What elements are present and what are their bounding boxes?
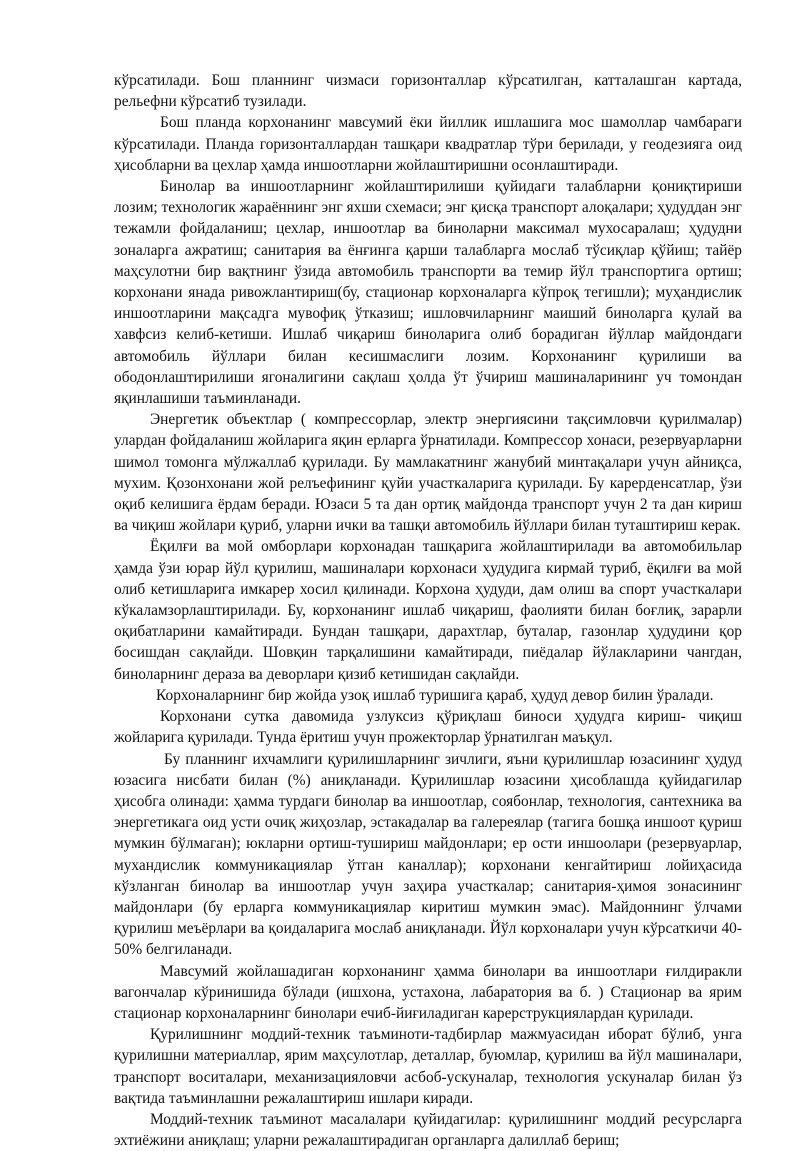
- paragraph-material-supply: Қурилишнинг моддий-техник таъминоти-тадбирлар мажмуасидан иборат бўлиб, унга қурилишни материаллар, ярим маҳсулотлар, деталлар, буюмлар, қурилиш ва йўл машиналари, транспорт воситалари, механизацияловчи асбоб-ускуналар, технология ускуналар билан ўз вақтида таъминлашни режалаштириш ишлари киради.: [114, 1026, 742, 1107]
- paragraph-fuel-storage: Ёқилғи ва мой омборлари корхонадан ташқарига жойлаштирилади ва автомобильлар ҳамда ўзи юрар йўл қурилиш, машиналари корхонаси ҳудудига кирмай туриб, ёқилғи ва мой олиб кетишларига имкарер хосил қилинади. Корхона ҳудуди, дам олиш ва спорт участкалари кўкаламзорлаштирилади. Бу, корхонанинг ишлаб чиқариш, фаолияти билан боғлиқ, зарарли оқибатларини камайтиради. Бундан ташқари, дарахтлар, буталар, газонлар ҳудудини қор босишдан сақлайди. Шовқин тарқалишини камайтиради, пиёдалар йўлакларини чангдан, биноларнинг дераза ва деворлари қизиб кетишидан сақлайди.: [114, 538, 742, 683]
- paragraph-continuation: кўрсатилади. Бош планнинг чизмаси горизонталлар кўрсатилган, катталашган картада, рельефни кўрсатиб тузилади.: [114, 72, 742, 111]
- paragraph-guard-house: Корхонани сутка давомида узлуксиз қўриқлаш биноси ҳудудга кириш- чиқиш жойларига қурилади. Тунда ёритиш учун прожекторлар ўрнатилган маъқул.: [114, 708, 742, 747]
- document-page: [114, 70, 742, 1151]
- paragraph-fence: Корхоналарнинг бир жойда узоқ ишлаб туришига қараб, ҳудуд девор билин ўралади.: [156, 686, 714, 704]
- paragraph-plan-density: Бу планнинг ихчамлиги қурилишларнинг зичлиги, яъни қурилишлар юзасининг ҳудуд юзасига нисбати билан (%) аниқланади. Қурилишлар юзасини ҳисоблашда қуйидагилар ҳисобга олинади: ҳамма турдаги бинолар ва иншоотлар, соябонлар, технология, сантехника ва энергетикага оид усти очиқ жиҳозлар, эстакадалар ва галереялар (тагига бошқа иншоот қуриш мумкин бўлмаган); юкларни ортиш-тушириш майдонлари; ер ости иншоолари (резервуарлар, мухандислик коммуникациялар ўтган каналлар); корхонани кенгайтириш лойиҳасида кўзланган бинолар ва иншоотлар учун заҳира участкалар; санитария-ҳимоя зонасининг майдонлари (бу ерларга коммуникациялар киритиш мумкин эмас). Майдоннинг ўлчами қурилиш меъёрлари ва қоидаларига мослаб аниқланади. Йўл корхоналари учун кўрсаткичи 40-50% белгиланади.: [114, 750, 742, 959]
- paragraph-energy-objects: Энергетик объектлар ( компрессорлар, электр энергиясини тақсимловчи қурилмалар) улардан фойдаланиш жойларига яқин ерларга ўрнатилади. Компрессор хонаси, резервуарларни шимол томонга мўлжаллаб қурилади. Бу мамлакатнинг жанубий минтақалари учун айниқса, мухим. Қозонхонани жой релъефининг қуйи участкаларига қурилади. Бу карерденсатлар, ўзи оқиб келишига ёрдам беради. Юзаси 5 та дан ортиқ майдонда транспорт учун 2 та дан кириш ва чиқиш жойлари қуриб, уларни ички ва ташқи автомобиль йўллари билан туташтириш керак.: [114, 411, 742, 535]
- paragraph-building-placement: Бинолар ва иншоотларнинг жойлаштирилиши қуйидаги талабларни қониқтириши лозим; технологик жараённинг энг яхши схемаси; энг қисқа транспорт алоқалари; ҳудуддан энг тежамли фойдаланиш; цехлар, иншоотлар ва биноларни максимал мухосаралаш; ҳудудни зоналарга ажратиш; санитария ва ёнғинга қарши талабларга мослаб тўсиқлар қўйиш; тайёр маҳсулотни бир вақтнинг ўзида автомобиль транспорти ва темир йўл транспортига ортиш; корхонани янада ривожлантириш(бу, стационар корхоналарга кўпроқ тегишли); муҳандислик иншоотларини мақсадга мувофиқ ўтказиш; ишловчиларнинг маиший биноларга қулай ва хавфсиз келиб-кетиши. Ишлаб чиқариш биноларига олиб борадиган йўллар майдондаги автомобиль йўллари билан кесишмаслиги лозим. Корхонанинг қурилиши ва ободонлаштирилиши ягоналигини сақлаш ҳолда ўт ўчириш машиналарининг уч томондан яқинлашиши таъминланади.: [114, 178, 742, 408]
- paragraph-seasonal-enterprise: Мавсумий жойлашадиган корхонанинг ҳамма бинолари ва иншоотлари ғилдиракли вагончалар кўринишида бўлади (ишхона, устахона, лабаратория ва б. ) Стационар ва ярим стационар корхоналарнинг бинолари ечиб-йиғиладиган карерструкциялардан қурилади.: [114, 962, 742, 1022]
- paragraph-supply-tasks: Моддий-техник таъминот масалалари қуйидагилар: қурилишнинг моддий ресурсларга эхтиёжини аниқлаш; уларни режалаштирадиган органларга далиллаб бериш;: [114, 1110, 742, 1150]
- paragraph-wind-rose: Бош планда корхонанинг мавсумий ёки йиллик ишлашига мос шамоллар чамбараги кўрсатилади. Планда горизонталлардан ташқари квадратлар тўри берилади, у геодезияга оид ҳисобларни ва цехлар ҳамда иншоотларни жойлаштиришни осонлаштиради.: [114, 114, 742, 174]
